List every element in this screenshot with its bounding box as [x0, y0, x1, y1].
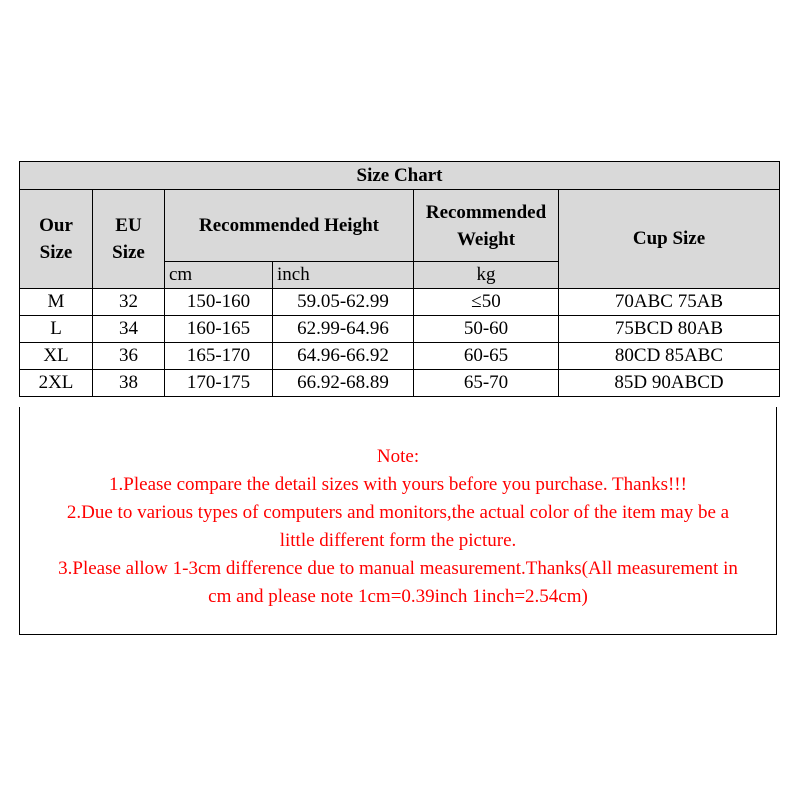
- weight-kg-cell: ≤50: [414, 289, 559, 316]
- kg-subheader: kg: [414, 262, 559, 289]
- our-size-header: [20, 190, 93, 289]
- weight-kg-cell: 60-65: [414, 343, 559, 370]
- eu-size-header-line2: Size: [112, 242, 145, 263]
- table-row: [20, 370, 780, 397]
- height-cm-cell: 170-175: [165, 370, 273, 397]
- table-row: [20, 289, 780, 316]
- our-size-cell: 2XL: [20, 370, 93, 397]
- height-inch-cell: 59.05-62.99: [273, 289, 414, 316]
- note-2-line-1: 2.Due to various types of computers and monitors,the actual color of the item may be a: [66, 502, 730, 523]
- our-size-cell: XL: [20, 343, 93, 370]
- cup-size-cell: 85D 90ABCD: [559, 370, 780, 397]
- note-2-line-2: little different form the picture.: [279, 530, 517, 551]
- cm-subheader: cm: [165, 262, 273, 289]
- recommended-weight-header-line2: Weight: [456, 228, 516, 250]
- height-inch-cell: 62.99-64.96: [273, 316, 414, 343]
- eu-size-cell: 34: [93, 316, 165, 343]
- recommended-weight-header-line1: Recommended: [425, 201, 547, 223]
- cup-size-header: Cup Size: [559, 190, 780, 289]
- our-size-header-line2: Size: [39, 242, 73, 263]
- eu-size-cell: 36: [93, 343, 165, 370]
- cup-size-cell: 80CD 85ABC: [559, 343, 780, 370]
- note-1: 1.Please compare the detail sizes with yours before you purchase. Thanks!!!: [109, 474, 687, 495]
- recommended-height-header: Recommended Height: [165, 190, 414, 262]
- notes-heading: Note:: [376, 446, 420, 467]
- our-size-cell: L: [20, 316, 93, 343]
- eu-size-header-line1: EU: [115, 215, 142, 236]
- size-chart-title: Size Chart: [20, 162, 780, 190]
- height-cm-cell: 160-165: [165, 316, 273, 343]
- height-cm-cell: 165-170: [165, 343, 273, 370]
- inch-subheader: inch: [273, 262, 414, 289]
- cup-size-cell: 75BCD 80AB: [559, 316, 780, 343]
- our-size-header-line1: Our: [39, 215, 73, 236]
- eu-size-header: [93, 190, 165, 289]
- note-3-line-1: 3.Please allow 1-3cm difference due to manual measurement.Thanks(All measurement in: [58, 558, 738, 579]
- height-cm-cell: 150-160: [165, 289, 273, 316]
- note-3-line-2: cm and please note 1cm=0.39inch 1inch=2.54cm): [208, 586, 588, 607]
- cup-size-cell: 70ABC 75AB: [559, 289, 780, 316]
- weight-kg-cell: 65-70: [414, 370, 559, 397]
- eu-size-cell: 38: [93, 370, 165, 397]
- size-chart-table: [19, 161, 780, 397]
- table-row: [20, 316, 780, 343]
- height-inch-cell: 66.92-68.89: [273, 370, 414, 397]
- recommended-weight-header: [414, 190, 559, 262]
- height-inch-cell: 64.96-66.92: [273, 343, 414, 370]
- weight-kg-cell: 50-60: [414, 316, 559, 343]
- table-row: [20, 343, 780, 370]
- notes-box: [19, 407, 777, 635]
- our-size-cell: M: [20, 289, 93, 316]
- eu-size-cell: 32: [93, 289, 165, 316]
